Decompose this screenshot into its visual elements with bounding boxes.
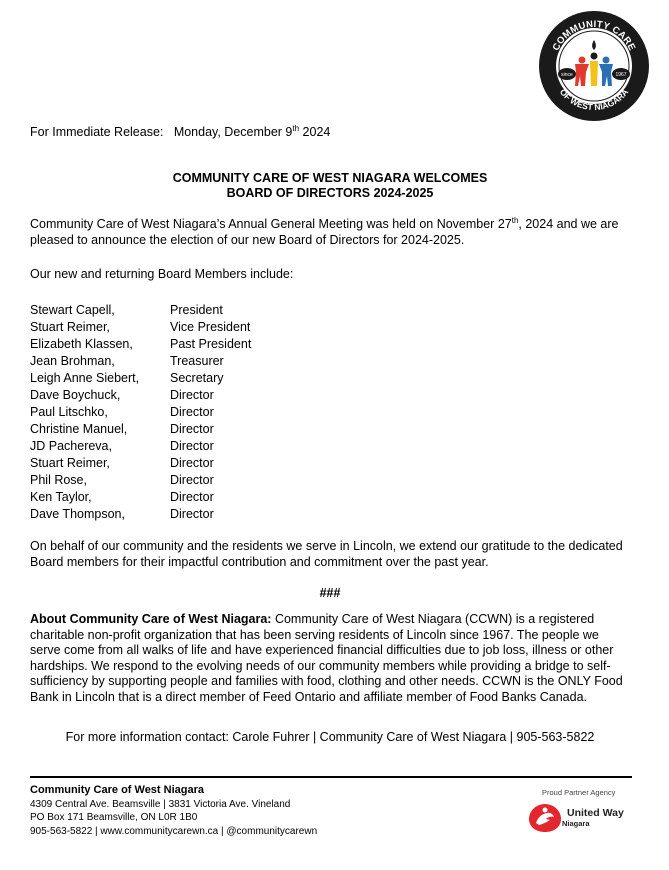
member-role: Director: [170, 439, 214, 453]
member-role: Past President: [170, 337, 252, 351]
svg-text:COMMUNITY CARE: COMMUNITY CARE: [550, 18, 638, 53]
headline-line2: BOARD OF DIRECTORS 2024-2025: [226, 186, 434, 200]
united-way-hand-icon: [528, 803, 562, 833]
member-name: JD Pachereva,: [30, 439, 112, 453]
member-row: [30, 353, 251, 370]
member-role: Secretary: [170, 371, 224, 385]
member-role: President: [170, 303, 223, 317]
member-name: Jean Brohman,: [30, 354, 115, 368]
footer-po-box: PO Box 171 Beamsville, ON L0R 1B0: [30, 812, 198, 823]
member-role: Director: [170, 388, 214, 402]
about-paragraph: [30, 612, 630, 705]
headline: [30, 171, 630, 201]
partner-block: [528, 788, 638, 833]
member-row: [30, 336, 251, 353]
svg-text:since: since: [561, 72, 573, 78]
member-role: Treasurer: [170, 354, 224, 368]
about-body: Community Care of West Niagara (CCWN) is a registered charitable non-profit organization that has been serving residents of Lincoln since 1967. The people we serve come from all walks of life and have experienced financial difficulties due to job loss, illness or other hardships. We respond to the evolving needs of our community members while providing a bridge to self-sufficiency by supporting people and families with food, clothing and other needs. CCWN is the ONLY Food Bank in Lincoln that is a direct member of Feed Ontario and affiliate member of Food Banks Canada.: [30, 612, 623, 704]
members-intro: Our new and returning Board Members include:: [30, 267, 294, 281]
headline-line1: COMMUNITY CARE OF WEST NIAGARA WELCOMES: [172, 171, 488, 185]
member-role: Director: [170, 507, 214, 521]
svg-text:OF WEST NIAGARA: OF WEST NIAGARA: [557, 86, 631, 113]
member-row: [30, 319, 251, 336]
member-name: Dave Boychuck,: [30, 388, 121, 402]
member-row: [30, 455, 251, 472]
partner-label: Proud Partner Agency: [542, 788, 616, 797]
footer-contact: 905-563-5822 | www.communitycarewn.ca | @communitycarewn: [30, 825, 318, 837]
member-row: [30, 370, 251, 387]
member-role: Vice President: [170, 320, 251, 334]
member-row: [30, 404, 251, 421]
footer-address: 4309 Central Ave. Beamsville | 3831 Victoria Ave. Vineland: [30, 798, 291, 810]
member-role: Director: [170, 473, 214, 487]
footer-divider: [30, 776, 632, 778]
intro-paragraph: Community Care of West Niagara’s Annual General Meeting was held on November 27th, 2024 and we are pleased to announce the election of our new Board of Directors for 2024-2025.: [30, 216, 619, 248]
member-name: Stewart Capell,: [30, 303, 115, 317]
member-row: [30, 506, 251, 523]
ccwn-logo: [538, 10, 650, 122]
board-members-list: [30, 302, 251, 523]
release-date-suffix: th: [292, 124, 300, 133]
member-row: [30, 472, 251, 489]
member-name: Stuart Reimer,: [30, 456, 110, 470]
release-date: Monday, December 9: [173, 125, 293, 140]
member-name: Stuart Reimer,: [30, 320, 110, 334]
member-row: [30, 421, 251, 438]
member-role: Director: [170, 456, 214, 470]
member-name: Christine Manuel,: [30, 422, 128, 436]
footer: [30, 784, 317, 838]
separator: ###: [319, 586, 341, 600]
svg-text:1967: 1967: [615, 72, 627, 78]
member-name: Paul Litschko,: [30, 405, 108, 419]
member-row: [30, 387, 251, 404]
member-name: Dave Thompson,: [30, 507, 125, 521]
release-label: For Immediate Release:: [30, 125, 164, 140]
footer-org: Community Care of West Niagara: [30, 784, 205, 796]
partner-region: Niagara: [562, 819, 590, 828]
member-row: [30, 489, 251, 506]
member-name: Phil Rose,: [30, 473, 87, 487]
member-name: Leigh Anne Siebert,: [30, 371, 140, 385]
member-name: Ken Taylor,: [30, 490, 92, 504]
member-row: [30, 438, 251, 455]
member-row: [30, 302, 251, 319]
member-role: Director: [170, 490, 214, 504]
release-line: [30, 124, 330, 139]
about-heading: About Community Care of West Niagara:: [30, 612, 272, 626]
partner-name: United Way: [567, 807, 624, 819]
member-role: Director: [170, 422, 214, 436]
gratitude-paragraph: On behalf of our community and the residents we serve in Lincoln, we extend our gratitude to the dedicated Board members for their impactful contribution and commitment over the past year.: [30, 539, 623, 569]
member-role: Director: [170, 405, 214, 419]
release-year: 2024: [299, 125, 331, 140]
member-name: Elizabeth Klassen,: [30, 337, 133, 351]
contact-line: For more information contact: Carole Fuhrer | Community Care of West Niagara | 905-563-5822: [65, 730, 595, 744]
